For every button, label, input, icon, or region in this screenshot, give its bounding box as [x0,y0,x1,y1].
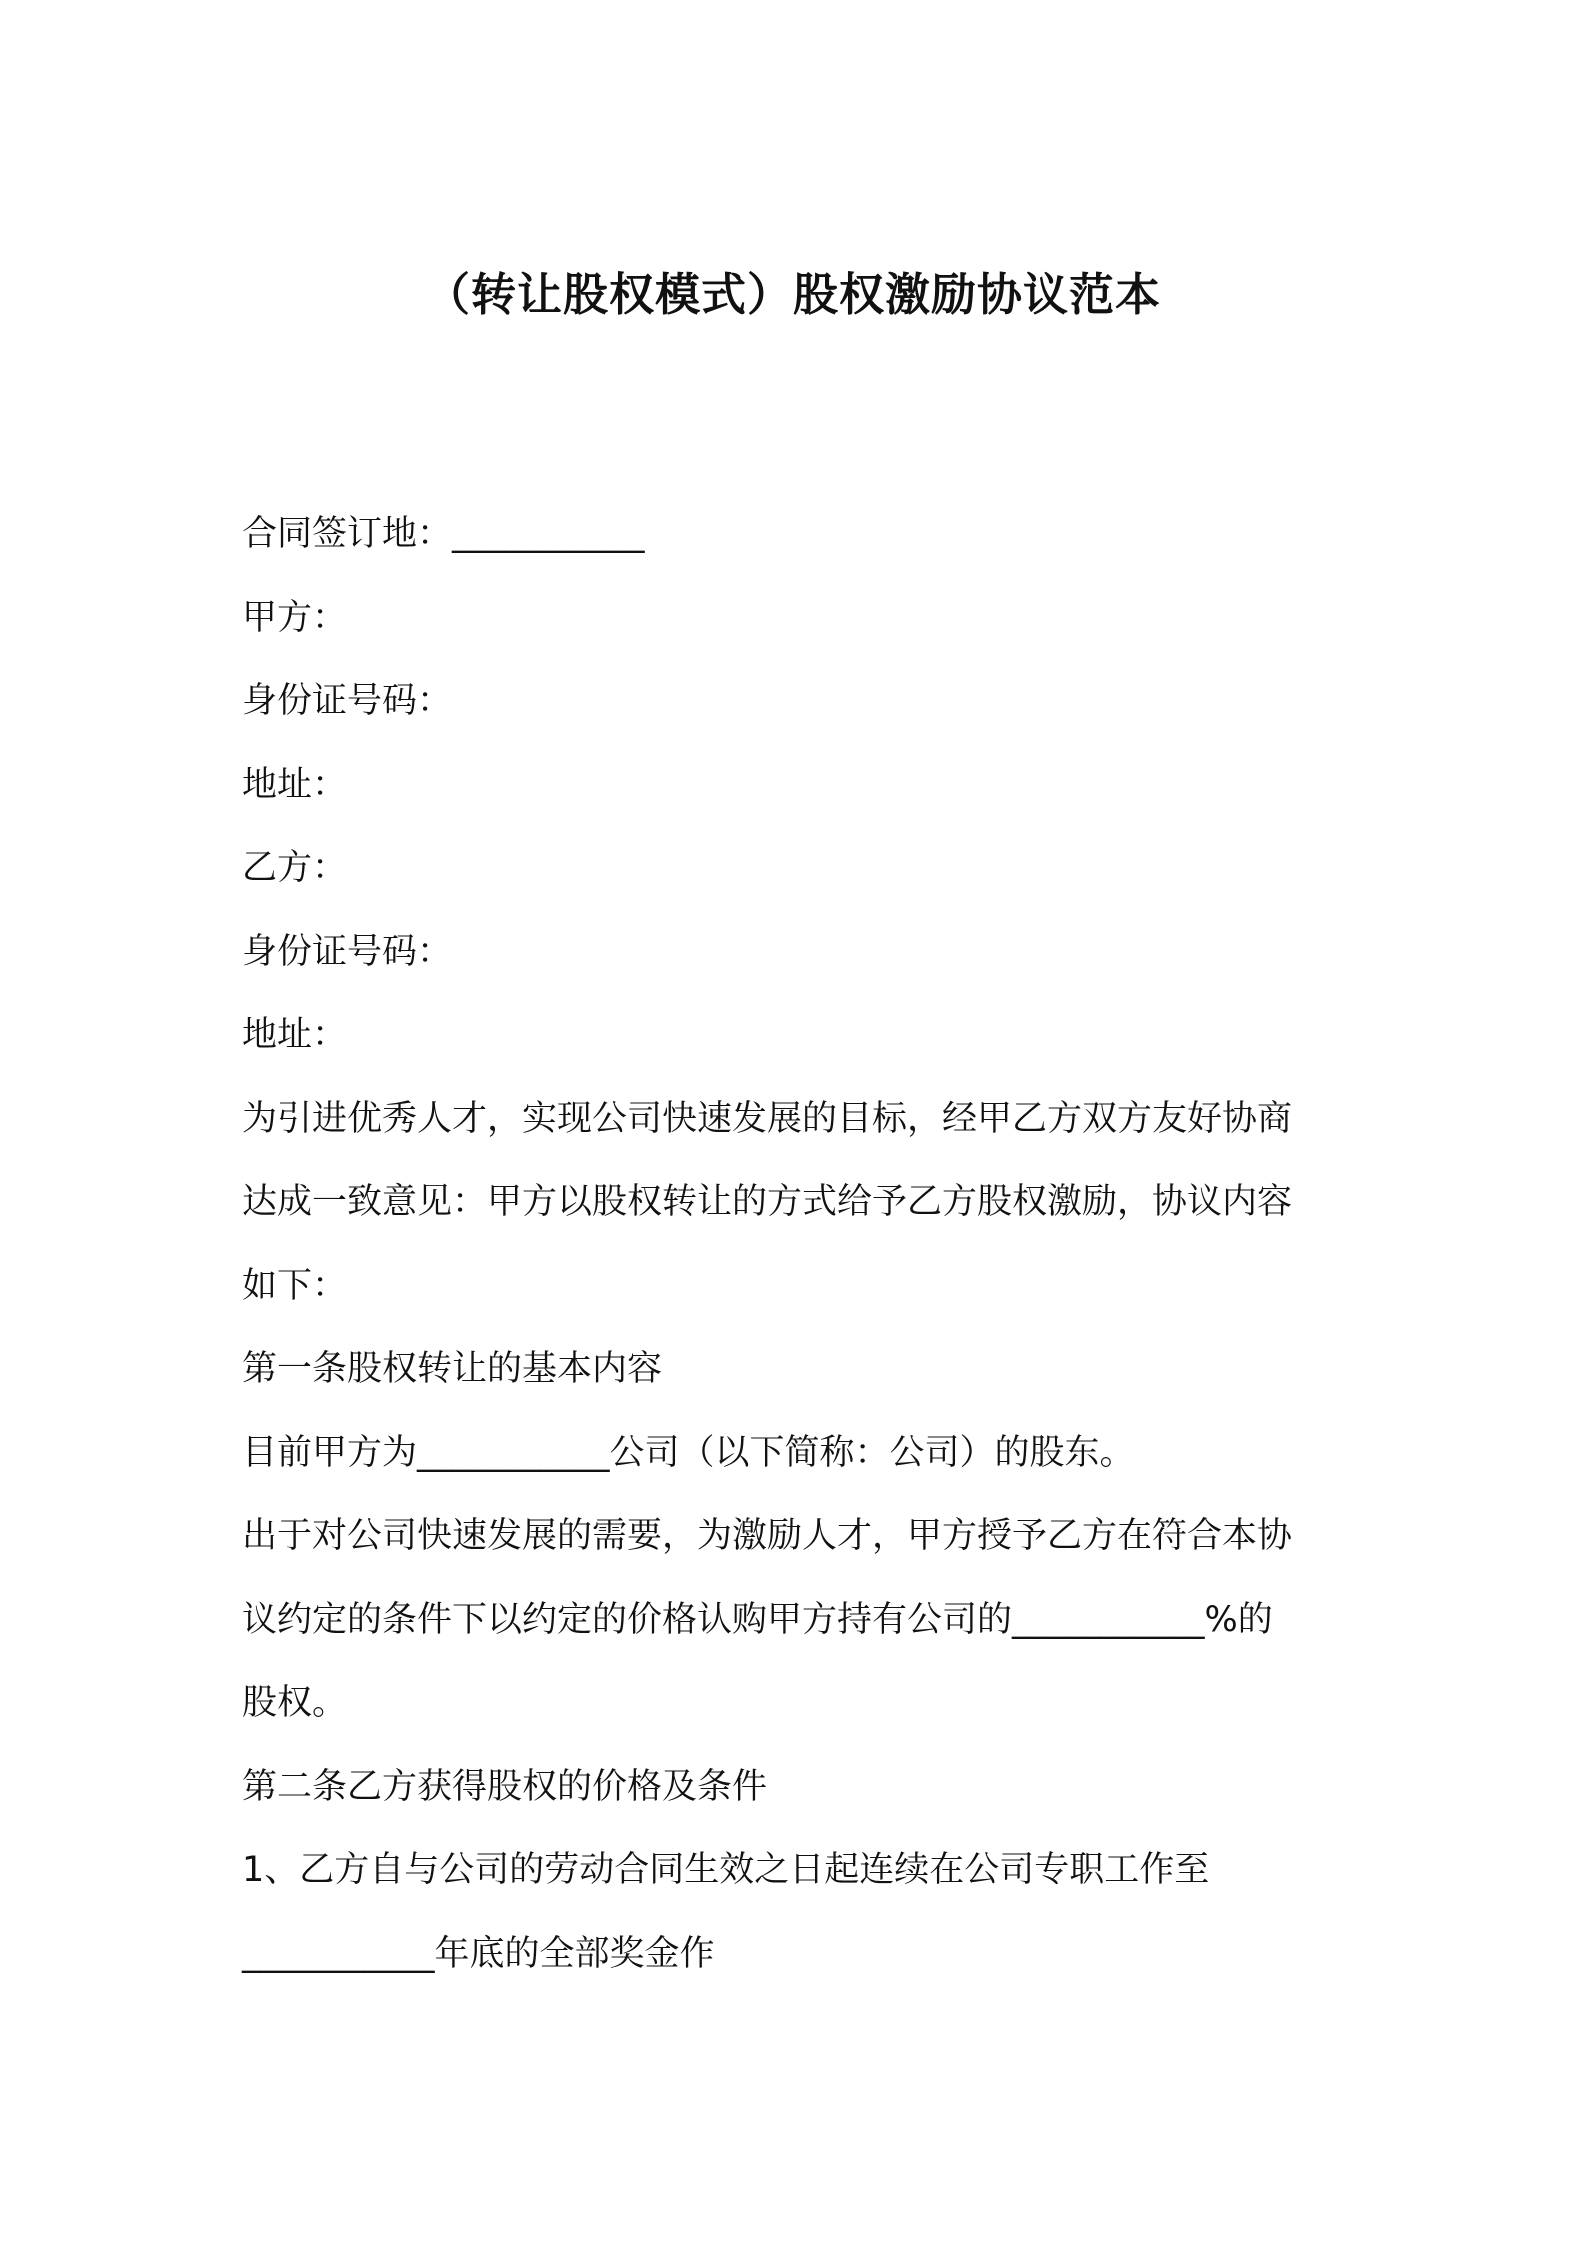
article-2-item-1-line-1: 1、乙方自与公司的劳动合同生效之日起连续在公司专职工作至 [242,1850,1210,1890]
party-b-address-line: 地址： [242,1015,348,1055]
preamble-line-3: 如下： [242,1265,348,1306]
article-2-heading: 第二条乙方获得股权的价格及条件 [242,1766,768,1807]
party-a-id-line: 身份证号码： [242,681,453,721]
contract-place-line: 合同签订地：___________ [242,514,645,554]
article-1-heading: 第一条股权转让的基本内容 [242,1349,663,1389]
article-1-paragraph-2-line-2: 议约定的条件下以约定的价格认购甲方持有公司的___________%的 [242,1599,1273,1640]
article-1-paragraph-2-line-3: 股权。 [242,1683,348,1723]
party-b-line: 乙方： [242,848,348,888]
article-1-paragraph-1: 目前甲方为___________公司（以下简称：公司）的股东。 [242,1432,1135,1473]
preamble-line-2: 达成一致意见：甲方以股权转让的方式给予乙方股权激励，协议内容 [242,1182,1293,1222]
document-title: （转让股权模式）股权激励协议范本 [424,268,1161,321]
article-2-item-1-line-2: ___________年底的全部奖金作 [242,1933,715,1974]
party-b-id-line: 身份证号码： [242,931,453,972]
party-a-line: 甲方： [242,597,348,638]
party-a-address-line: 地址： [242,764,348,805]
document-body [242,493,1352,1996]
preamble-line-1: 为引进优秀人才，实现公司快速发展的目标，经甲乙方双方友好协商 [242,1098,1293,1139]
article-1-paragraph-2-line-1: 出于对公司快速发展的需要，为激励人才，甲方授予乙方在符合本协 [242,1516,1293,1556]
